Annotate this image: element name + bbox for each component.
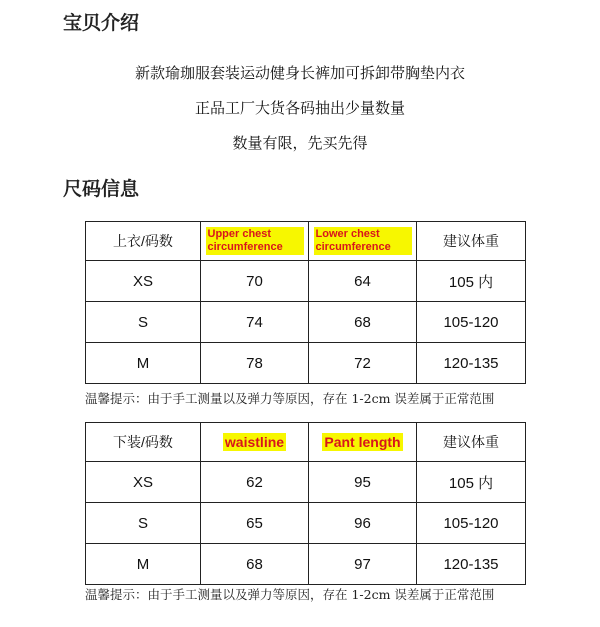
bottom-col-pant-length: Pant length: [309, 423, 417, 462]
pant-length-cell: 96: [309, 503, 417, 544]
bottom-col-waistline: waistline: [201, 423, 309, 462]
bottom-size-table: [85, 422, 526, 585]
size-cell: M: [86, 343, 201, 384]
table-row: [86, 503, 526, 544]
table-row: [86, 462, 526, 503]
table-row: [86, 343, 526, 384]
size-cell: XS: [86, 261, 201, 302]
intro-line-3: 数量有限，先买先得: [232, 134, 368, 152]
top-size-table: [85, 221, 526, 384]
measurement-tip-1: 温馨提示：由于手工测量以及弹力等原因，存在 1-2cm 误差属于正常范围: [85, 391, 495, 406]
bottom-col-weight: 建议体重: [417, 423, 526, 462]
weight-cell: 105-120: [417, 503, 526, 544]
weight-cell: 120-135: [417, 544, 526, 585]
upper-chest-cell: 78: [201, 343, 309, 384]
upper-chest-cell: 74: [201, 302, 309, 343]
weight-cell: 105-120: [417, 302, 526, 343]
table-row: [86, 544, 526, 585]
weight-cell: 105 内: [417, 462, 526, 503]
top-col-upper-chest: Upper chest circumference: [201, 222, 309, 261]
weight-cell: 120-135: [417, 343, 526, 384]
bottom-col-size: 下装/码数: [86, 423, 201, 462]
intro-line-2: 正品工厂大货各码抽出少量数量: [194, 99, 405, 117]
intro-title: 宝贝介绍: [63, 12, 140, 34]
top-col-size: 上衣/码数: [86, 222, 201, 261]
size-cell: XS: [86, 462, 201, 503]
size-cell: M: [86, 544, 201, 585]
size-info-title: 尺码信息: [63, 178, 140, 200]
top-col-weight: 建议体重: [417, 222, 526, 261]
table-row: [86, 302, 526, 343]
table-row: [86, 261, 526, 302]
waistline-cell: 65: [201, 503, 309, 544]
top-col-lower-chest: Lower chest circumference: [309, 222, 417, 261]
lower-chest-cell: 72: [309, 343, 417, 384]
waistline-cell: 62: [201, 462, 309, 503]
lower-chest-cell: 68: [309, 302, 417, 343]
weight-cell: 105 内: [417, 261, 526, 302]
top-table-header: [86, 222, 526, 261]
size-cell: S: [86, 302, 201, 343]
intro-line-1: 新款瑜珈服套装运动健身长裤加可拆卸带胸垫内衣: [134, 64, 465, 82]
measurement-tip-2: 温馨提示：由于手工测量以及弹力等原因，存在 1-2cm 误差属于正常范围: [85, 587, 495, 602]
lower-chest-cell: 64: [309, 261, 417, 302]
pant-length-cell: 95: [309, 462, 417, 503]
size-cell: S: [86, 503, 201, 544]
waistline-cell: 68: [201, 544, 309, 585]
upper-chest-cell: 70: [201, 261, 309, 302]
pant-length-cell: 97: [309, 544, 417, 585]
bottom-table-header: [86, 423, 526, 462]
